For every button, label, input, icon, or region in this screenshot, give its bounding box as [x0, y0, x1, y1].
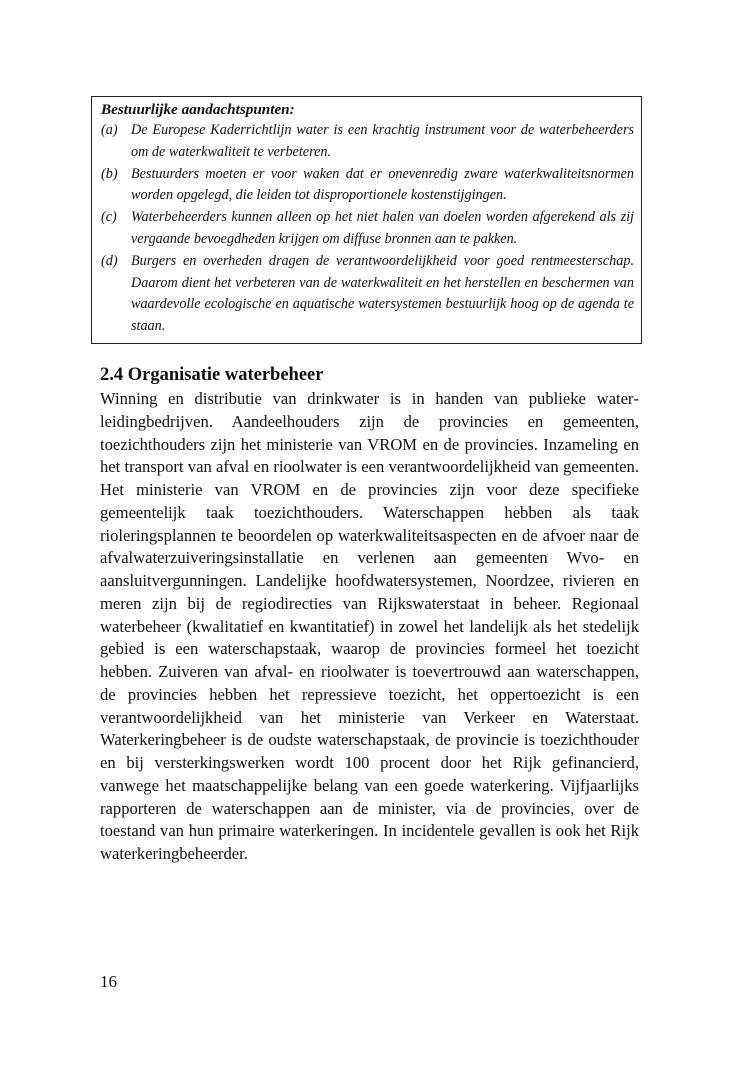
page-number: 16 [100, 972, 117, 991]
section-body-paragraph: Winning en distributie van drinkwater is in handen van publieke waterleidingbedrijven. Aandeelhouders zijn de provincies en gemeenten, toezichthouders zijn het ministerie van VROM en de provincies. Inzameling en het transport van afval en rioolwater is een verantwoordelijkheid van gemeenten. Het ministerie van VROM en de provincies zijn voor deze specifieke gemeentelijk taak toezichthouders. Waterschappen hebben als taak rioleringsplannen te beoordelen op waterkwaliteitsaspecten en de afvoer naar de afvalwaterzuiveringsinstallatie en verlenen aan gemeenten Wvo- en aansluitvergunningen. Landelijke hoofdwatersystemen, Noordzee, rivieren en meren zijn bij de regiodirecties van Rijkswaterstaat in beheer. Regionaal waterbeheer (kwalitatief en kwantitatief) in zowel het landelijk als het stedelijk gebied is een waterschapstaak, waarop de provincies formeel het toezicht hebben. Zuiveren van afval- en rioolwater is toevertrouwd aan waterschappen, de provincies hebben het repressieve toezicht, het oppertoezicht is een verantwoordelijkheid van het ministerie van Verkeer en Waterstaat. Waterkeringbeheer is de oudste waterschapstaak, de provincie is toezichthouder en bij versterkingswerken wordt 100 procent door het Rijk gefinancierd, vanwege het maatschappelijke belang van een goede waterkering. Vijfjaarlijks rapporteren de waterschappen aan de minister, via de provincies, over de toestand van hun primaire waterkeringen. In incidentele gevallen is ook het Rijk waterkeringbeheerder. [100, 389, 639, 863]
attention-points-box [91, 96, 642, 344]
point-text: De Europese Kaderrichtlijn water is een krachtig instrument voor de waterbeheerders om de waterkwaliteit te verbeteren. [131, 122, 634, 160]
point-label: (d) [101, 252, 118, 269]
box-title: Bestuurlijke aandachtspunten: [101, 101, 295, 118]
attention-point-d [101, 251, 634, 338]
point-label: (c) [101, 209, 117, 226]
point-text: Waterbeheerders kunnen alleen op het niet halen van doelen worden afgerekend als zij vergaande bevoegdheden krijgen om diffuse bronnen aan te pakken. [131, 209, 634, 247]
section-heading: 2.4 Organisatie waterbeheer [100, 365, 324, 385]
attention-point-a [101, 120, 634, 164]
point-text: Bestuurders moeten er voor waken dat er onevenredig zware waterkwaliteitsnormen worden opgelegd, die leiden tot disproportionele kostenstijgingen. [131, 165, 634, 204]
point-text: Burgers en overheden dragen de verantwoordelijkheid voor goed rentmeesterschap. Daarom dient het verbeteren van de waterkwaliteit en het herstellen en beschermen van waardevolle ecologische en aquatische watersystemen bestuurlijk hoog op de agenda te staan. [131, 252, 634, 335]
point-label: (a) [101, 122, 118, 138]
attention-point-c [101, 207, 634, 251]
point-label: (b) [101, 165, 118, 182]
attention-point-b [101, 164, 634, 208]
